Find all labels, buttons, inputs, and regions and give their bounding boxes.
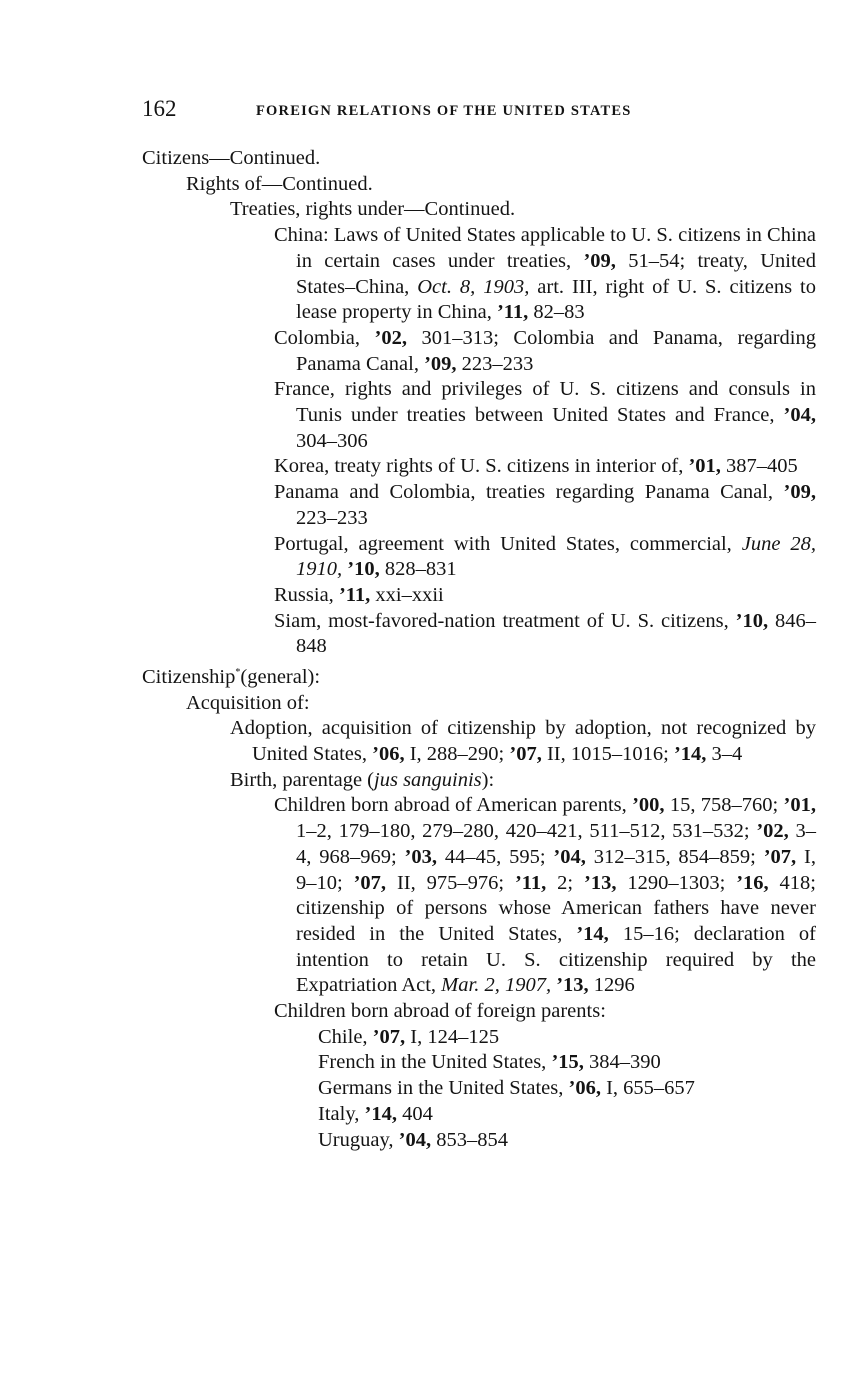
entry-russia-part: xxi–xxii (370, 583, 444, 606)
entry-chile-part: ’07, (372, 1025, 406, 1048)
subheading-birth-parentage (230, 768, 816, 794)
running-head: FOREIGN RELATIONS OF THE UNITED STATES (256, 103, 632, 119)
entry-france-part: ’04, (783, 404, 816, 427)
entry-children-american-parents-part: 312–315, 854–859; (585, 845, 764, 868)
entry-korea-part: 387–405 (720, 455, 798, 478)
subheading-rights-of-part: Rights of—Continued. (186, 172, 373, 195)
subheading-rights-of (186, 172, 816, 198)
entry-children-american-parents-part: ’01, (783, 794, 816, 817)
entry-children-american-parents-part: 15–16; declaration of intention to retain U. S. citizenship required by the Expatriation Act, (296, 922, 816, 997)
page-header (142, 96, 822, 130)
heading-citizens-continued (142, 146, 816, 172)
entry-children-american-parents-part: ’11, (514, 871, 547, 894)
entry-germans-in-us (318, 1076, 816, 1102)
entry-children-american-parents-part: 1290–1303; (616, 871, 737, 894)
entry-china-part: 51–54; treaty, United States–China, (296, 249, 817, 298)
subheading-treaties-rights-under (230, 197, 816, 223)
entry-children-american-parents-part: ’04, (553, 845, 586, 868)
entry-portugal-part: June 28, 1910, (296, 532, 817, 581)
entry-italy-part: ’14, (364, 1102, 397, 1125)
entry-panama-and-colombia (274, 480, 816, 531)
entry-children-american-parents-part: ’03, (404, 845, 437, 868)
index-entries (142, 146, 816, 1153)
entry-uruguay-part: ’04, (398, 1128, 432, 1151)
entry-children-american-parents-part: ’00, (632, 794, 665, 817)
entry-children-american-parents-part: ’14, (576, 922, 609, 945)
entry-children-american-parents-part: Mar. 2, 1907, (441, 974, 552, 997)
entry-france-part: France, rights and privileges of U. S. citizens and consuls in Tunis under treaties between United States and France, (274, 378, 816, 427)
entry-french-in-us-part: 384–390 (583, 1051, 661, 1074)
entry-french-in-us-part: ’15, (551, 1051, 584, 1074)
entry-colombia-part: ’09, (424, 352, 457, 375)
entry-chile-part: Chile, (318, 1025, 373, 1048)
entry-colombia-part: 223–233 (456, 352, 534, 375)
entry-russia-part: Russia, (274, 583, 339, 606)
entry-italy-part: Italy, (318, 1102, 365, 1125)
entry-children-american-parents-part: I, 9–10; (296, 845, 816, 894)
entry-colombia-part: ’02, (374, 326, 407, 349)
heading-citizenship-general (142, 660, 816, 691)
entry-china (274, 223, 817, 326)
entry-children-american-parents-part: 15, 758–760; (664, 794, 784, 817)
subheading-treaties-rights-under-part: Treaties, rights under—Continued. (230, 198, 516, 221)
entry-children-american-parents-part: 3–4, 968–969; (296, 820, 817, 868)
entry-children-american-parents-part: ’13, (584, 871, 617, 894)
entry-italy-part: 404 (396, 1102, 433, 1125)
entry-children-american-parents-part: 44–45, 595; (437, 845, 554, 868)
entry-adoption-part: II, 1015–1016; (541, 743, 674, 765)
entry-china-part: ’11, (496, 301, 529, 324)
entry-russia-part: ’11, (338, 583, 371, 606)
entry-germans-in-us-part: I, 655–657 (600, 1077, 695, 1100)
heading-citizenship-general-part: Citizenship (142, 665, 236, 688)
entry-colombia (274, 326, 816, 377)
entry-siam-part: Siam, most-favored-nation treatment of U. S. citizens, (274, 609, 736, 632)
entry-children-american-parents-part: ’07, (763, 845, 797, 868)
entry-italy (318, 1102, 816, 1128)
entry-panama-and-colombia-part: ’09, (783, 481, 816, 504)
entry-children-american-parents-part: 418; citizenship of persons whose American fathers have never resided in the United States, (296, 871, 816, 945)
heading-citizenship-general-part: * (235, 667, 241, 679)
subheading-birth-parentage-part: Birth, parentage ( (230, 768, 375, 791)
entry-uruguay-part: Uruguay, (318, 1128, 399, 1151)
entry-china-part: Oct. 8, 1903, (417, 275, 530, 298)
subheading-birth-parentage-part: ): (481, 768, 495, 791)
entry-siam (274, 609, 816, 660)
entry-colombia-part: Colombia, (274, 326, 375, 349)
entry-korea-part: Korea, treaty rights of U. S. citizens in interior of, (274, 455, 689, 478)
entry-china-part: ’09, (583, 249, 616, 272)
entry-children-american-parents-part: ’07, (353, 871, 387, 894)
entry-panama-and-colombia-part: Panama and Colombia, treaties regarding Panama Canal, (274, 481, 784, 504)
entry-chile-part: I, 124–125 (405, 1025, 500, 1048)
entry-adoption-part: I, 288–290; (404, 743, 510, 765)
entry-adoption-part: ’07, (509, 743, 542, 765)
subheading-birth-parentage-part: jus sanguinis (374, 768, 482, 791)
page-number: 162 (142, 96, 177, 121)
entry-children-american-parents-part: ’16, (736, 871, 769, 894)
entry-children-american-parents-part: 1–2, 179–180, 279–280, 420–421, 511–512, 531–532; (296, 820, 757, 843)
entry-china-part: 82–83 (528, 301, 585, 324)
entry-panama-and-colombia-part: 223–233 (296, 506, 368, 529)
entry-uruguay-part: 853–854 (431, 1128, 508, 1151)
entry-france-part: 304–306 (296, 429, 368, 452)
entry-children-american-parents (274, 793, 817, 999)
entry-france (274, 377, 816, 454)
entry-french-in-us (318, 1050, 816, 1076)
entry-children-american-parents-part: ’02, (756, 820, 789, 843)
heading-citizens-continued-part: Citizens—Continued. (142, 147, 321, 169)
entry-children-american-parents-part: II, 975–976; (386, 871, 515, 894)
entry-adoption-part: ’06, (372, 743, 405, 765)
entry-germans-in-us-part: Germans in the United States, (318, 1077, 569, 1100)
entry-korea-part: ’01, (688, 455, 721, 478)
entry-siam-part: 846–848 (296, 609, 816, 658)
entry-children-american-parents-part: Children born abroad of American parents, (274, 794, 633, 817)
entry-germans-in-us-part: ’06, (568, 1077, 601, 1100)
entry-uruguay (318, 1128, 816, 1154)
entry-adoption-part: 3–4 (706, 743, 743, 765)
entry-adoption (230, 716, 816, 767)
entry-children-american-parents-part: 1296 (588, 974, 635, 997)
entry-korea (274, 454, 816, 480)
entry-children-american-parents-part: ’13, (556, 974, 589, 997)
entry-french-in-us-part: French in the United States, (318, 1051, 552, 1074)
entry-colombia-part: 301–313; Colombia and Panama, regarding Panama Canal, (296, 326, 816, 375)
entry-china-part: art. III, right of U. S. citizens to lease property in China, (296, 275, 816, 324)
entry-adoption-part: Adoption, acquisition of citizenship by adoption, not recognized by United States, (230, 717, 816, 765)
entry-children-foreign-parents (274, 999, 816, 1025)
entry-portugal-part: Portugal, agreement with United States, commercial, (274, 532, 742, 555)
entry-portugal-part: 828–831 (379, 558, 457, 581)
entry-russia (274, 583, 816, 609)
entry-children-american-parents-part: 2; (546, 871, 585, 894)
entry-adoption-part: ’14, (673, 743, 707, 765)
subheading-acquisition-of-part: Acquisition of: (186, 691, 310, 714)
entry-portugal-part: ’10, (347, 558, 380, 581)
entry-children-foreign-parents-part: Children born abroad of foreign parents: (274, 1000, 606, 1023)
heading-citizenship-general-part: (general): (240, 665, 321, 688)
entry-chile (318, 1025, 816, 1051)
entry-china-part: China: Laws of United States applicable to U. S. citizens in China in certain cases under treaties, (274, 224, 816, 272)
entry-portugal (274, 532, 817, 583)
entry-siam-part: ’10, (735, 609, 769, 632)
subheading-acquisition-of (186, 691, 816, 717)
